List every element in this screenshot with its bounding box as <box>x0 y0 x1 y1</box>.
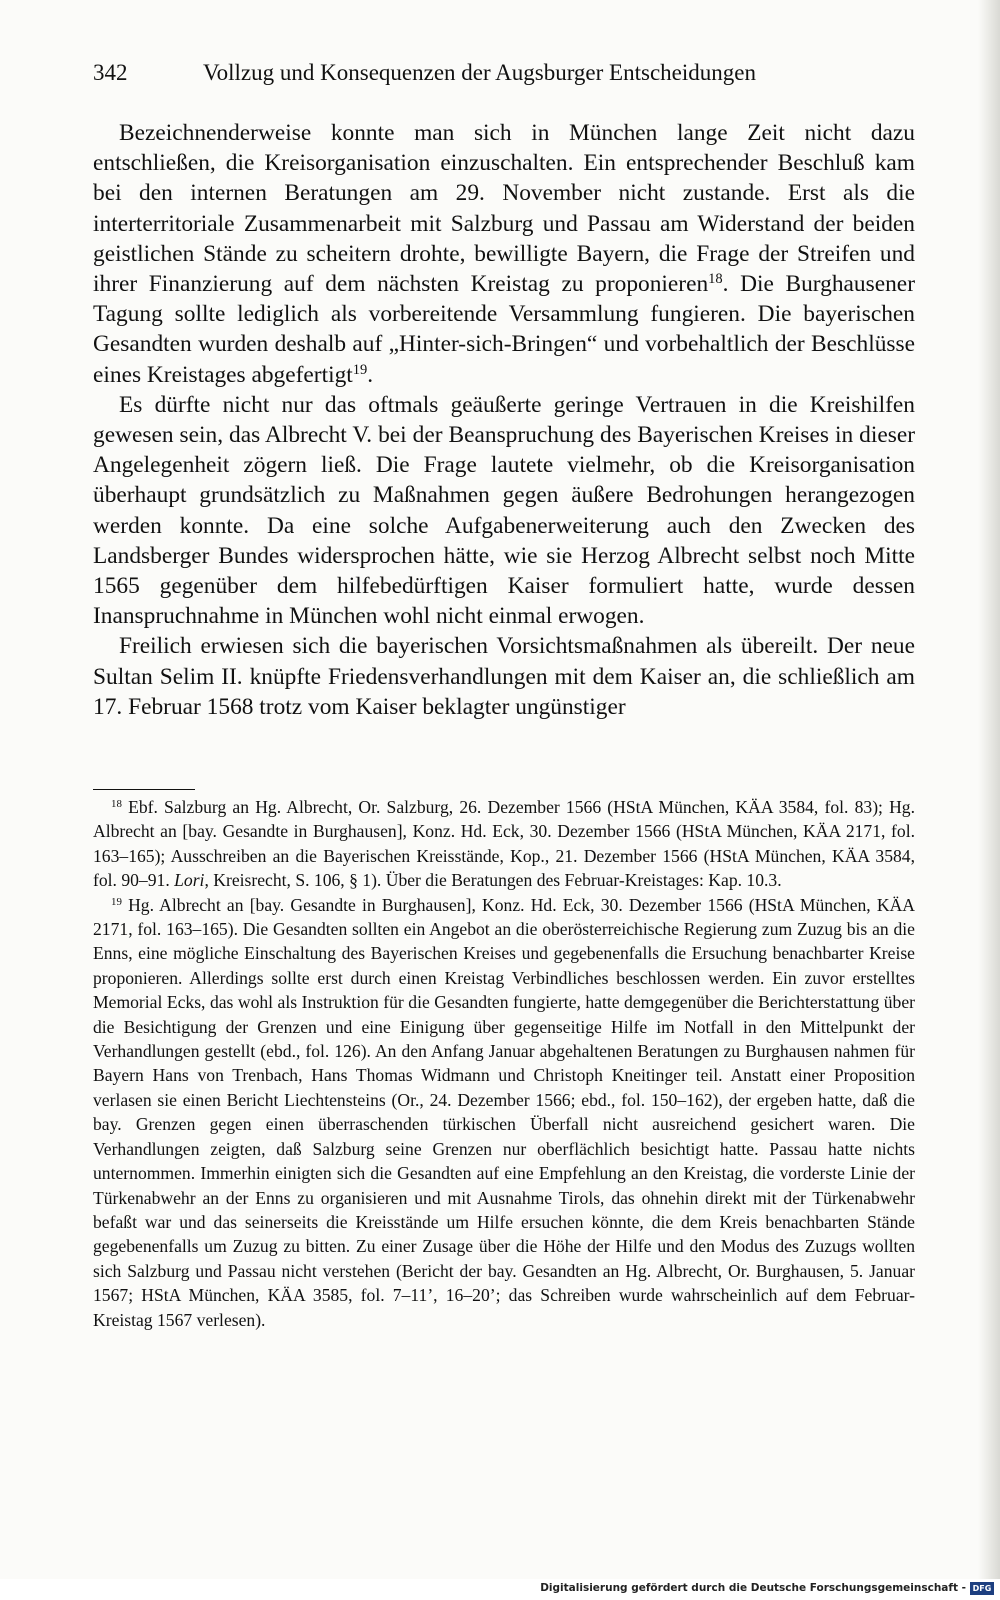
footnote-marker: 18 <box>708 271 723 288</box>
running-title: Vollzug und Konsequenzen der Augsburger Entscheidungen <box>203 60 756 85</box>
main-text <box>93 118 915 722</box>
digitization-note: Digitalisierung gefördert durch die Deutsche Forschungsgemeinschaft - <box>540 1582 966 1594</box>
text-run: Freilich erwiesen sich die bayerischen Vorsichtsmaßnahmen als übereilt. Der neue Sultan Selim II. knüpfte Friedensverhandlungen mit dem Kaiser an, die schließlich am 17. Februar 1568 trotz vom Kaiser beklagter ungünstiger <box>93 633 915 720</box>
running-header <box>93 58 913 88</box>
footnote <box>93 893 915 1332</box>
text-run: Hg. Albrecht an [bay. Gesandte in Burghausen], Konz. Hd. Eck, 30. Dezember 1566 (HStA München, KÄA 2171, fol. 163–165). Die Gesandten sollten ein Angebot an die oberösterreichische Regierung zum Zuzug bis an die Enns, eine mögliche Einschaltung des Bayerischen Kreises und gegebenenfalls die Ersuchung benachbarter Kreise proponieren. Allerdings sollte erst durch einen Kreistag Verbindliches beschlossen werden. Ein zuvor erstelltes Memorial Ecks, das wohl als Instruktion für die Gesandten fungierte, hatte demgegenüber die Berichterstattung über die Besichtigung der Grenzen und eine Einigung über gegenseitige Hilfe im Notfall in den Mittelpunkt der Verhandlungen gestellt (ebd., fol. 126). An den Anfang Januar abgehaltenen Beratungen zu Burghausen nahmen für Bayern Hans von Trenbach, Hans Thomas Widmann und Christoph Kneitinger teil. Anstatt einer Proposition verlasen sie einen Bericht Liechtensteins (Or., 24. Dezember 1566; ebd., fol. 150–162), der ergeben hatte, daß die bay. Grenzen gegen einen überraschenden türkischen Überfall nicht ausreichend gesichert waren. Die Verhandlungen zeigten, daß Salzburg seine Grenzen nur oberflächlich besichtigt hatte. Passau hatte nichts unternommen. Immerhin einigten sich die Gesandten auf eine Empfehlung an den Kreistag, die vorderste Linie der Türkenabwehr an der Enns zu organisieren und mit Ausnahme Tirols, das ohnehin direkt mit der Türkenabwehr befaßt war und das seinerseits die Kreisstände um Hilfe ersuchen könnte, die dem Kreis benachbarten Stände gegebenenfalls um Zuzug zu bitten. Zu einer Zusage über die Höhe der Hilfe und den Modus des Zuzugs wollten sich Salzburg und Passau nicht verstehen (Bericht der bay. Gesandten an Hg. Albrecht, Or. Burghausen, 5. Januar 1567; HStA München, KÄA 3585, fol. 7–11’, 16–20’; das Schreiben wurde wahrscheinlich auf dem Februar-Kreistag 1567 verlesen). <box>93 894 915 1330</box>
footnote-separator <box>93 789 195 790</box>
body-paragraph <box>93 631 915 722</box>
footnote-marker: 18 <box>111 798 122 810</box>
text-run: Ebf. Salzburg an Hg. Albrecht, Or. Salzburg, 26. Dezember 1566 (HStA München, KÄA 3584, fol. 83); Hg. Albrecht an [bay. Gesandte in Burghausen], Konz. Hd. Eck, 30. Dezember 1566 (HStA München, KÄA 2171, fol. 163–165); Ausschreiben an die Bayerischen Kreisstände, Kop., 21. Dezember 1566 (HStA München, KÄA 3584, fol. 90–91. <box>93 797 915 891</box>
text-run: , Kreisrecht, S. 106, § 1). Über die Beratungen des Februar-Kreistages: Kap. 10.3. <box>204 870 782 891</box>
text-run: . Die Burghausener Tagung sollte lediglich als vorbereitende Versammlung fungieren. Die bayerischen Gesandten wurden deshalb auf „Hinter-sich-Bringen“ und vorbehaltlich der Beschlüsse eines Kreistages abgefertigt <box>93 271 915 388</box>
footnote <box>93 795 915 893</box>
text-run: . <box>367 361 374 388</box>
author-name-italic: Lori <box>174 870 205 891</box>
footnote-marker: 19 <box>111 895 122 908</box>
text-run: Bezeichnenderweise konnte man sich in München lange Zeit nicht dazu entschließen, die Kreisorganisation einzuschalten. Ein entsprechender Beschluß kam bei den internen Beratungen am 29. November nicht zustande. Erst als die interterritoriale Zusammenarbeit mit Salzburg und Passau am Widerstand der beiden geistlichen Stände zu scheitern drohte, bewilligte Bayern, die Frage der Streifen und ihrer Finanzierung auf dem nächsten Kreistag zu proponieren <box>93 120 915 298</box>
body-paragraph <box>93 390 915 632</box>
dfg-logo: DFG <box>970 1582 994 1595</box>
footnote-marker: 19 <box>352 361 368 378</box>
body-paragraph <box>93 118 915 390</box>
page-edge-shadow <box>978 0 1000 1580</box>
text-run: Es dürfte nicht nur das oftmals geäußerte geringe Vertrauen in die Kreishilfen gewesen sein, das Albrecht V. bei der Beanspruchung des Bayerischen Kreises in dieser Angelegenheit zögern ließ. Die Frage lautete vielmehr, ob die Kreisorganisation überhaupt grundsätzlich zu Maßnahmen gegen äußere Bedrohungen herangezogen werden konnte. Da eine solche Aufgabenerweiterung auch den Zwecken des Landsberger Bundes widersprochen hätte, wie sie Herzog Albrecht selbst noch Mitte 1565 gegenüber dem hilfebedürftigen Kaiser formuliert hatte, wurde dessen Inanspruchnahme in München wohl nicht einmal erwogen. <box>93 391 915 630</box>
footnotes <box>93 795 915 1332</box>
page-number: 342 <box>93 60 128 85</box>
footer-bar <box>0 1579 1000 1600</box>
